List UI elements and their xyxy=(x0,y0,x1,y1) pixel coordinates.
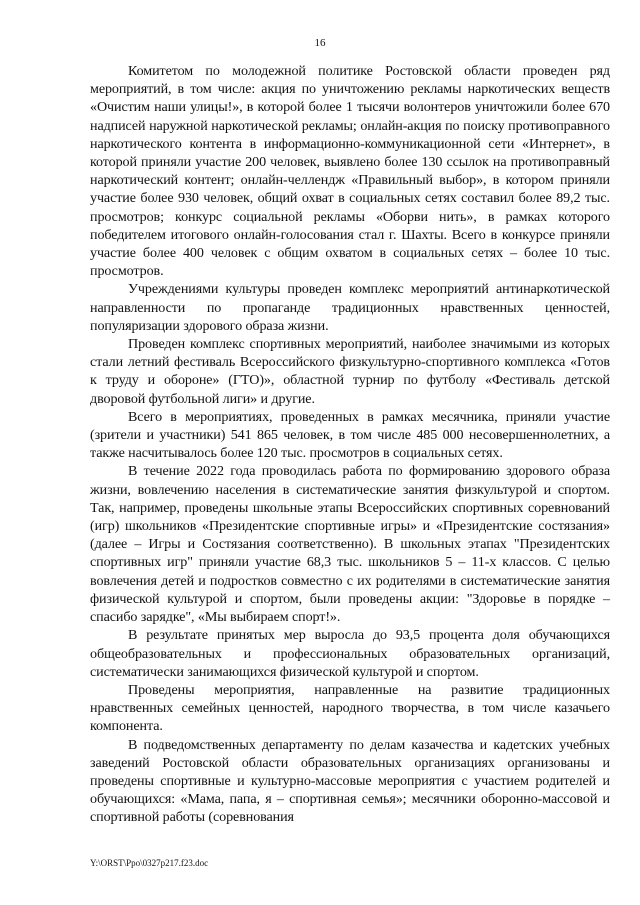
paragraph-results: В результате принятых мер выросла до 93,5 процента доля обучающихся общеобразовательных и профессиональных образовательных организаций, систематически занимающихся физической культурой и спортом. xyxy=(90,627,610,680)
document-body xyxy=(90,62,610,827)
file-path-footer: Y:\ORST\Ppo\0327p217.f23.doc xyxy=(90,858,209,868)
paragraph-sports-events: Проведен комплекс спортивных мероприятий, наиболее значимыми из которых стали летний фестиваль Всероссийского физкультурно-спортивного комплекса «Готов к труду и обороне» (ГТО)», областной турнир по футболу «Фестиваль детской дворовой футбольной лиги» и другие. xyxy=(90,336,610,407)
page-number: 16 xyxy=(314,37,326,49)
paragraph-culture-institutions: Учреждениями культуры проведен комплекс мероприятий антинаркотической направленности по пропаганде традиционных нравственных ценностей, популяризации здорового образа жизни. xyxy=(90,281,610,334)
paragraph-participation-totals: Всего в мероприятиях, проведенных в рамках месячника, приняли участие (зрители и участники) 541 865 человек, в том числе 485 000 несовершеннолетних, а также насчитывалось более 120 тыс. просмотров в социальных сетях. xyxy=(90,408,610,462)
paragraph-youth-committee: Комитетом по молодежной политике Ростовской области проведен ряд мероприятий, в том числе: акция по уничтожению рекламы наркотических веществ «Очистим наши улицы!», в которой более 1 тысячи волонтеров уничтожили более 670 надписей наружной наркотической рекламы; онлайн-акция по поиску противоправного наркотического контента в информационно-коммуникационной сети «Интернет», в которой приняли участие 200 человек, выявлено более 130 ссылок на противоправный наркотический контент; онлайн-челлендж «Правильный выбор», в котором приняли участие более 930 человек, общий охват в социальных сетях составил более 89,2 тыс. просмотров; конкурс социальной рекламы «Оборви нить», в рамках которого победителем итогового онлайн-голосования стал г. Шахты. Всего в конкурсе приняли участие более 400 человек с общим охватом в социальных сетях – более 10 тыс. просмотров. xyxy=(90,63,610,280)
paragraph-cossack-schools: В подведомственных департаменту по делам казачества и кадетских учебных заведений Ростовской области образовательных организациях организованы и проведены спортивные и культурно-массовые мероприятия с участием родителей и обучающихся: «Мама, папа, я – спортивная семья»; месячники оборонно-массовой и спортивной работы (соревнования xyxy=(90,736,610,826)
paragraph-family-values: Проведены мероприятия, направленные на развитие традиционных нравственных семейных ценностей, народного творчества, в том числе казачьего компонента. xyxy=(90,681,610,735)
paragraph-healthy-lifestyle: В течение 2022 года проводилась работа по формированию здорового образа жизни, вовлечению населения в систематические занятия физкультурой и спортом. Так, например, проведены школьные этапы Всероссийских спортивных соревнований (игр) школьников «Президентские спортивные игры» и «Президентские состязания» (далее – Игры и Состязания соответственно). В школьных этапах "Президентских спортивных игр" приняли участие 68,3 тыс. школьников 5 – 11-х классов. С целью вовлечения детей и подростков совместно с их родителями в систематические занятия физической культурой и спортом, были проведены акции: "Здоровье в порядке – спасибо зарядке", «Мы выбираем спорт!». xyxy=(90,463,610,626)
